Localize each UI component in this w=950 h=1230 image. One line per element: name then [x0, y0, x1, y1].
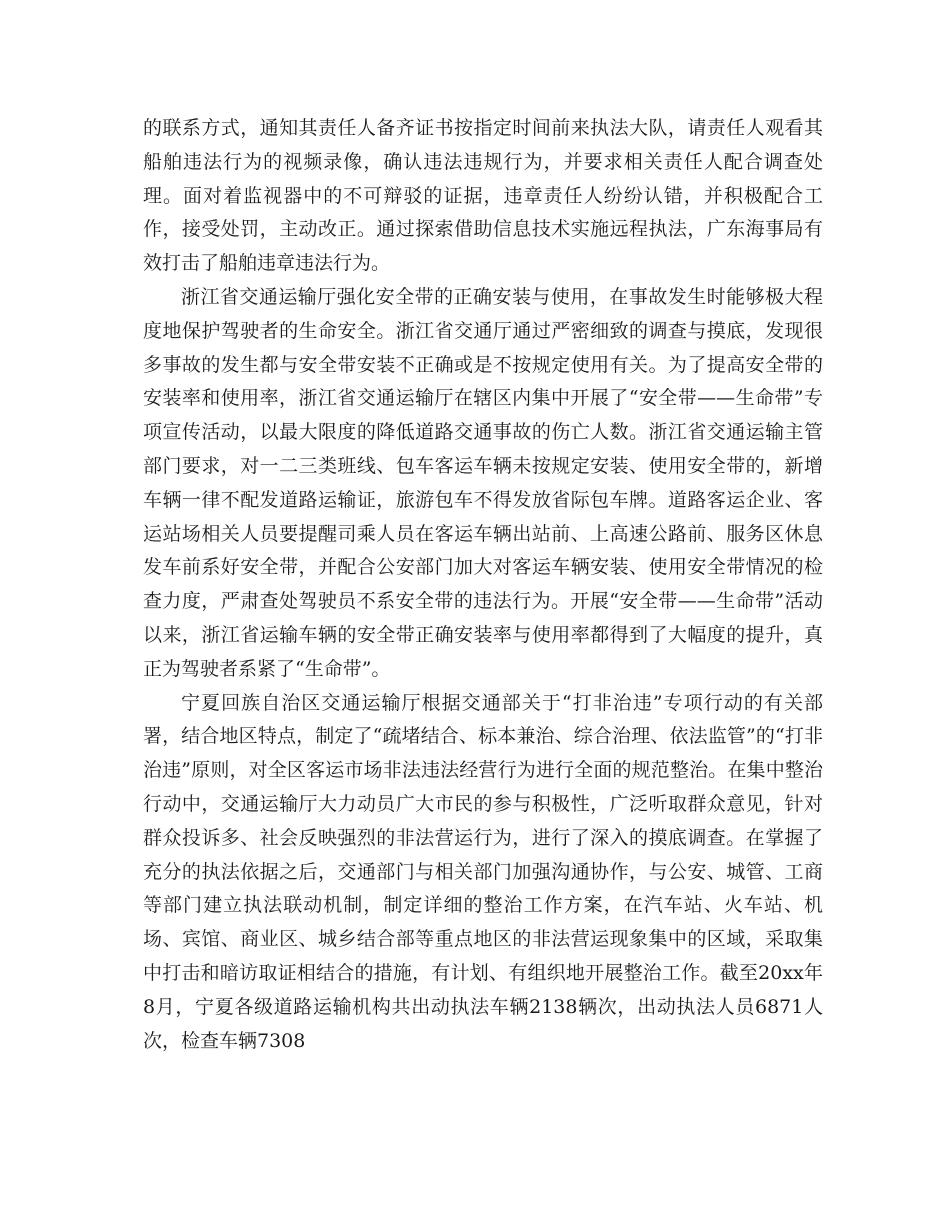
document-body — [143, 112, 823, 1058]
paragraph-continuation: 的联系方式，通知其责任人备齐证书按指定时间前来执法大队，请责任人观看其船舶违法行为的视频录像，确认违法违规行为，并要求相关责任人配合调查处理。面对着监视器中的不可辩驳的证据，违章责任人纷纷认错，并积极配合工作，接受处罚，主动改正。通过探索借助信息技术实施远程执法，广东海事局有效打击了船舶违章违法行为。 — [143, 117, 823, 275]
paragraph-zhejiang-seatbelt: 浙江省交通运输厅强化安全带的正确安装与使用，在事故发生时能够极大程度地保护驾驶者的生命安全。浙江省交通厅通过严密细致的调查与摸底，发现很多事故的发生都与安全带安装不正确或是不按规定使用有关。为了提高安全带的安装率和使用率，浙江省交通运输厅在辖区内集中开展了“安全带——生命带”专项宣传活动，以最大限度的降低道路交通事故的伤亡人数。浙江省交通运输主管部门要求，对一二三类班线、包车客运车辆未按规定安装、使用安全带的，新增车辆一律不配发道路运输证，旅游包车不得发放省际包车牌。道路客运企业、客运站场相关人员要提醒司乘人员在客运车辆出站前、上高速公路前、服务区休息发车前系好安全带，并配合公安部门加大对客运车辆安装、使用安全带情况的检查力度，严肃查处驾驶员不系安全带的违法行为。开展“安全带——生命带”活动以来，浙江省运输车辆的安全带正确安装率与使用率都得到了大幅度的提升，真正为驾驶者系紧了“生命带”。 — [143, 285, 823, 680]
paragraph-ningxia-enforcement: 宁夏回族自治区交通运输厅根据交通部关于“打非治违”专项行动的有关部署，结合地区特点，制定了“疏堵结合、标本兼治、综合治理、依法监管”的“打非治违”原则，对全区客运市场非法违法经营行为进行全面的规范整治。在集中整治行动中，交通运输厅大力动员广大市民的参与积极性，广泛听取群众意见，针对群众投诉多、社会反映强烈的非法营运行为，进行了深入的摸底调查。在掌握了充分的执法依据之后，交通部门与相关部门加强沟通协作，与公安、城管、工商等部门建立执法联动机制，制定详细的整治工作方案，在汽车站、火车站、机场、宾馆、商业区、城乡结合部等重点地区的非法营运现象集中的区域，采取集中打击和暗访取证相结合的措施，有计划、有组织地开展整治工作。截至20xx年8月，宁夏各级道路运输机构共出动执法车辆2138辆次，出动执法人员6871人次，检查车辆7308 — [143, 691, 823, 1052]
